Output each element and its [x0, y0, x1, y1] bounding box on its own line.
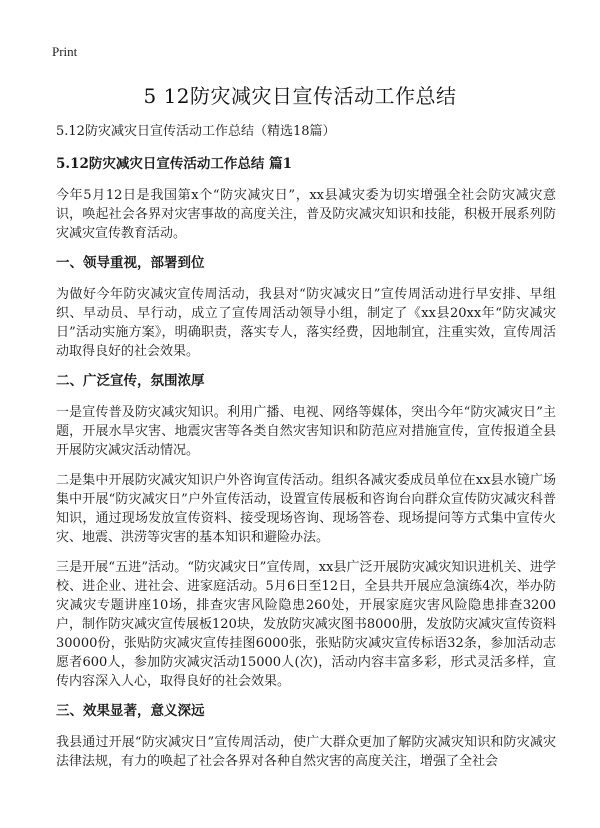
section-1-paragraph-1: 为做好今年防灾减灾宣传周活动，我县对“防灾减灾日”宣传周活动进行早安排、早组织、早动员、早行动，成立了宣传周活动领导小组，制定了《xx县20xx年“防灾减灾日”活动实施方案》，明确职责，落实专人，落实经费，因地制宜，注重实效，宣传周活动取得良好的社会效果。: [56, 287, 556, 359]
section-1-heading: 一、领导重视，部署到位: [56, 255, 205, 271]
section-2-paragraph-1: 一是宣传普及防灾减灾知识。利用广播、电视、网络等媒体，突出今年“防灾减灾日”主题，开展水旱灾害、地震灾害等各类自然灾害知识和防范应对措施宣传，宣传报道全县开展防灾减灾活动情况。: [56, 405, 556, 458]
section-2-heading: 二、广泛宣传，氛围浓厚: [56, 373, 205, 389]
article-heading: 5.12防灾减灾日宣传活动工作总结 篇1: [56, 156, 292, 172]
section-2-paragraph-3: 三是开展“五进”活动。“防灾减灾日”宣传周，xx县广泛开展防灾减灾知识进机关、进学校、进企业、进社会、进家庭活动。5月6日至12日，全县共开展应急演练4次，举办防灾减灾专题讲座10场，排查灾害风险隐患260处，开展家庭灾害风险隐患排查3200户，制作防灾减灾宣传展板120块，发放防灾减灾图书8000册，发放防灾减灾宣传资料30000份，张贴防灾减灾宣传挂图6000张，张贴防灾减灾宣传标语32条，参加活动志愿者600人，参加防灾减灾活动15000人(次)，活动内容丰富多彩，形式灵活多样，宣传内容深入人心，取得良好的社会效果。: [56, 560, 556, 689]
document-subtitle: 5.12防灾减灾日宣传活动工作总结（精选18篇）: [56, 124, 336, 139]
section-3-paragraph-1: 我县通过开展“防灾减灾日”宣传周活动，使广大群众更加了解防灾减灾知识和防灾减灾法律法规，有力的唤起了社会各界对各种自然灾害的高度关注，增强了全社会: [56, 735, 556, 769]
intro-paragraph: 今年5月12日是我国第x个“防灾减灾日”，xx县减灾委为切实增强全社会防灾减灾意识，唤起社会各界对灾害事故的高度关注，普及防灾减灾知识和技能，积极开展系列防灾减灾宣传教育活动。: [56, 188, 556, 241]
document-body: [56, 122, 556, 782]
section-3-heading: 三、效果显著，意义深远: [56, 703, 205, 719]
document-title: 5 12防灾减灾日宣传活动工作总结: [143, 84, 457, 108]
section-2-paragraph-2: 二是集中开展防灾减灾知识户外咨询宣传活动。组织各减灾委成员单位在xx县水镜广场集中开展“防灾减灾日”户外宣传活动，设置宣传展板和咨询台向群众宣传防灾减灾科普知识，通过现场发放宣传资料、接受现场咨询、现场答卷、现场提问等方式集中宣传火灾、地震、洪涝等灾害的基本知识和避险办法。: [56, 473, 556, 545]
print-label: Print: [52, 44, 78, 59]
